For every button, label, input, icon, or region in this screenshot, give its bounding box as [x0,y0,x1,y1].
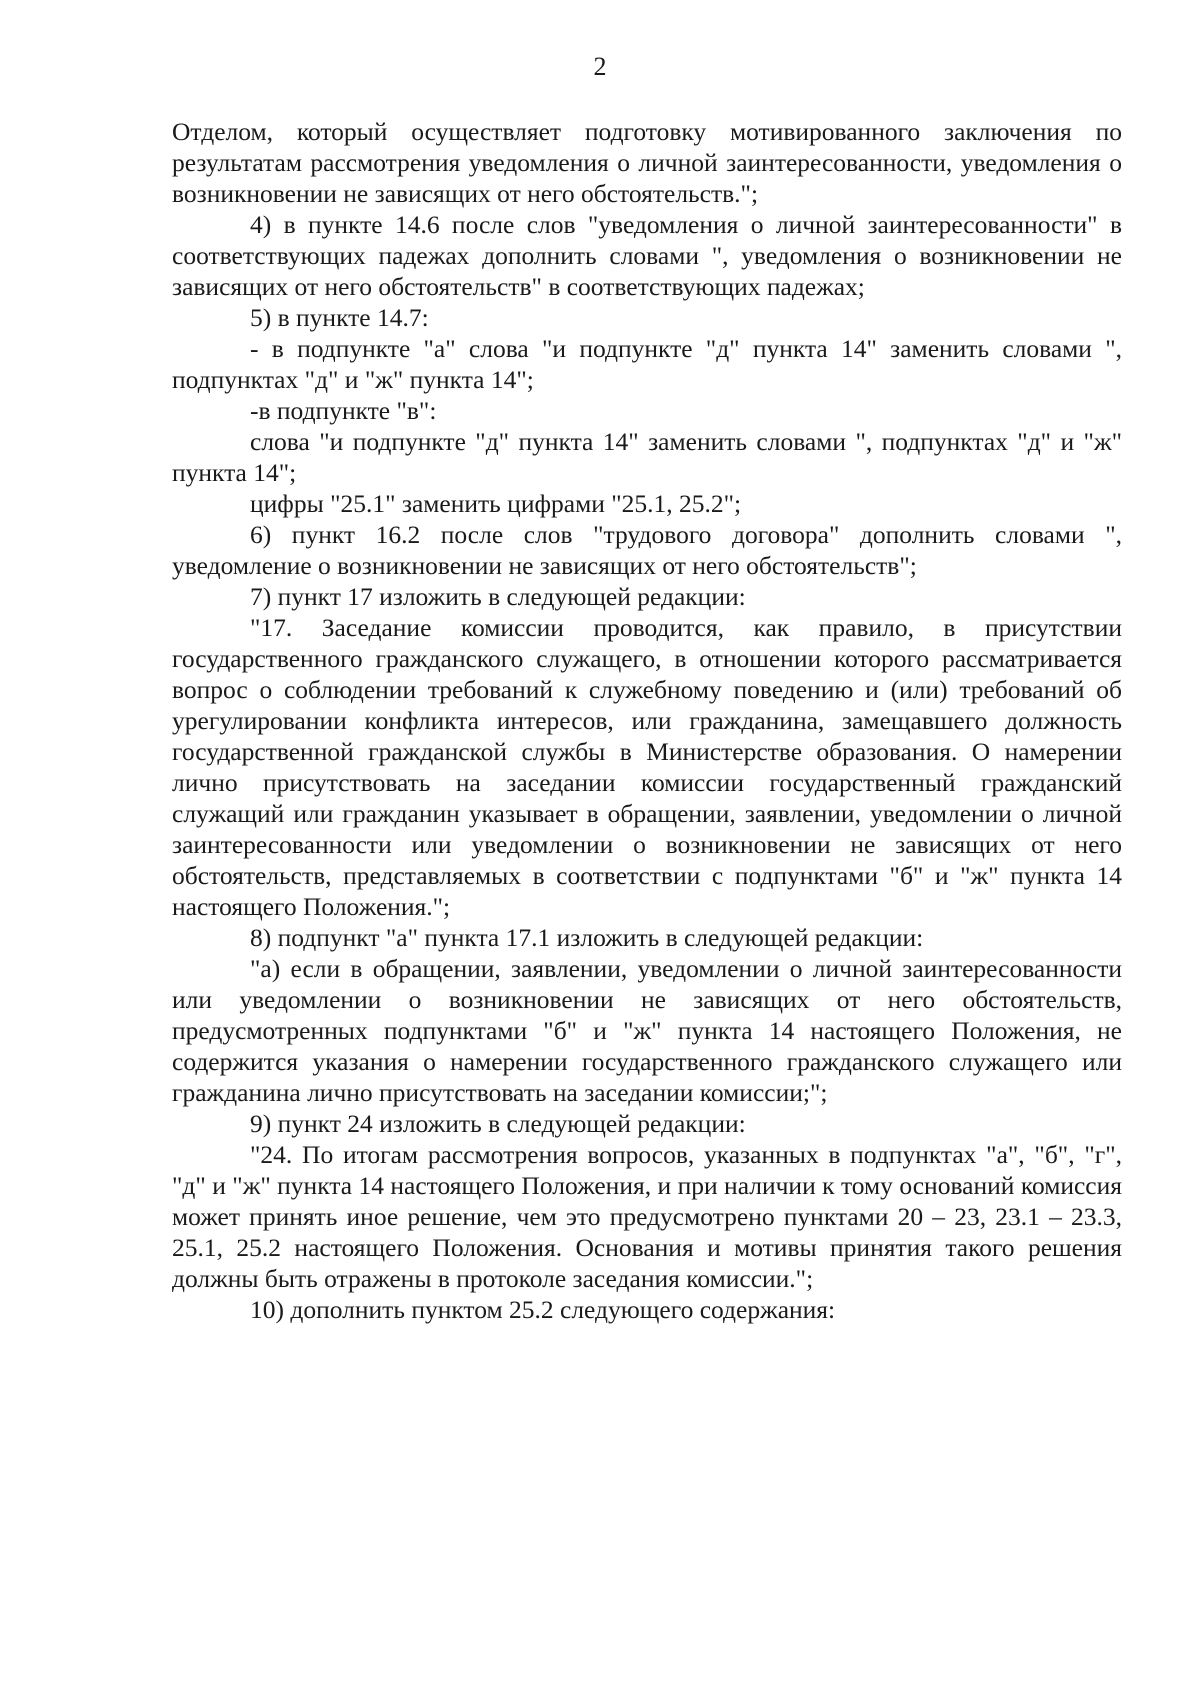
paragraph-item-8-quote: "а) если в обращении, заявлении, уведомлении о личной заинтересованности или уведомлении о возникновении не зависящих от него обстоятельств, предусмотренных подпунктами "б" и "ж" пункта 14 настоящего Положения, не содержится указания о намерении государственного гражданского служащего или гражданина лично присутствовать на заседании комиссии;"; [172,954,1122,1107]
paragraph-item-7-quote: "17. Заседание комиссии проводится, как правило, в присутствии государственного гражданского служащего, в отношении которого рассматривается вопрос о соблюдении требований к служебному поведению и (или) требований об урегулировании конфликта интересов, или гражданина, замещавшего должность государственной гражданской службы в Министерстве образования. О намерении лично присутствовать на заседании комиссии государственный гражданский служащий или гражданин указывает в обращении, заявлении, уведомлении о личной заинтересованности или уведомлении о возникновении не зависящих от него обстоятельств, представляемых в соответствии с подпунктами "б" и "ж" пункта 14 настоящего Положения."; [172,613,1122,921]
paragraph-item-5: 5) в пункте 14.7: [250,303,429,332]
page-number: 2 [593,52,607,81]
paragraph-item-6: 6) пункт 16.2 после слов "трудового договора" дополнить словами ", уведомление о возникновении не зависящих от него обстоятельств"; [172,520,1122,580]
paragraph-item-5-sub-a: - в подпункте "а" слова "и подпункте "д" пункта 14" заменить словами ", подпунктах "д" и "ж" пункта 14"; [172,334,1122,394]
paragraph-continuation: Отделом, который осуществляет подготовку мотивированного заключения по результатам рассмотрения уведомления о личной заинтересованности, уведомления о возникновении не зависящих от него обстоятельств."; [172,117,1122,208]
paragraph-item-10: 10) дополнить пунктом 25.2 следующего содержания: [250,1295,836,1324]
document-body [172,116,1122,1325]
paragraph-item-5-sub-v-digits: цифры "25.1" заменить цифрами "25.1, 25.2"; [250,489,742,518]
paragraph-item-5-sub-v-words: слова "и подпункте "д" пункта 14" заменить словами ", подпунктах "д" и "ж" пункта 14"; [172,427,1122,487]
paragraph-item-4: 4) в пункте 14.6 после слов "уведомления о личной заинтересованности" в соответствующих падежах дополнить словами ", уведомления о возникновении не зависящих от него обстоятельств" в соответствующих падежах; [172,210,1122,301]
paragraph-item-9: 9) пункт 24 изложить в следующей редакции: [250,1109,746,1138]
paragraph-item-7: 7) пункт 17 изложить в следующей редакции: [250,582,746,611]
paragraph-item-9-quote: "24. По итогам рассмотрения вопросов, указанных в подпунктах "а", "б", "г", "д" и "ж" пункта 14 настоящего Положения, и при наличии к тому оснований комиссия может принять иное решение, чем это предусмотрено пунктами 20 – 23, 23.1 – 23.3, 25.1, 25.2 настоящего Положения. Основания и мотивы принятия такого решения должны быть отражены в протоколе заседания комиссии."; [172,1140,1122,1293]
paragraph-item-8: 8) подпункт "а" пункта 17.1 изложить в следующей редакции: [250,923,924,952]
paragraph-item-5-sub-v: -в подпункте "в": [250,396,437,425]
